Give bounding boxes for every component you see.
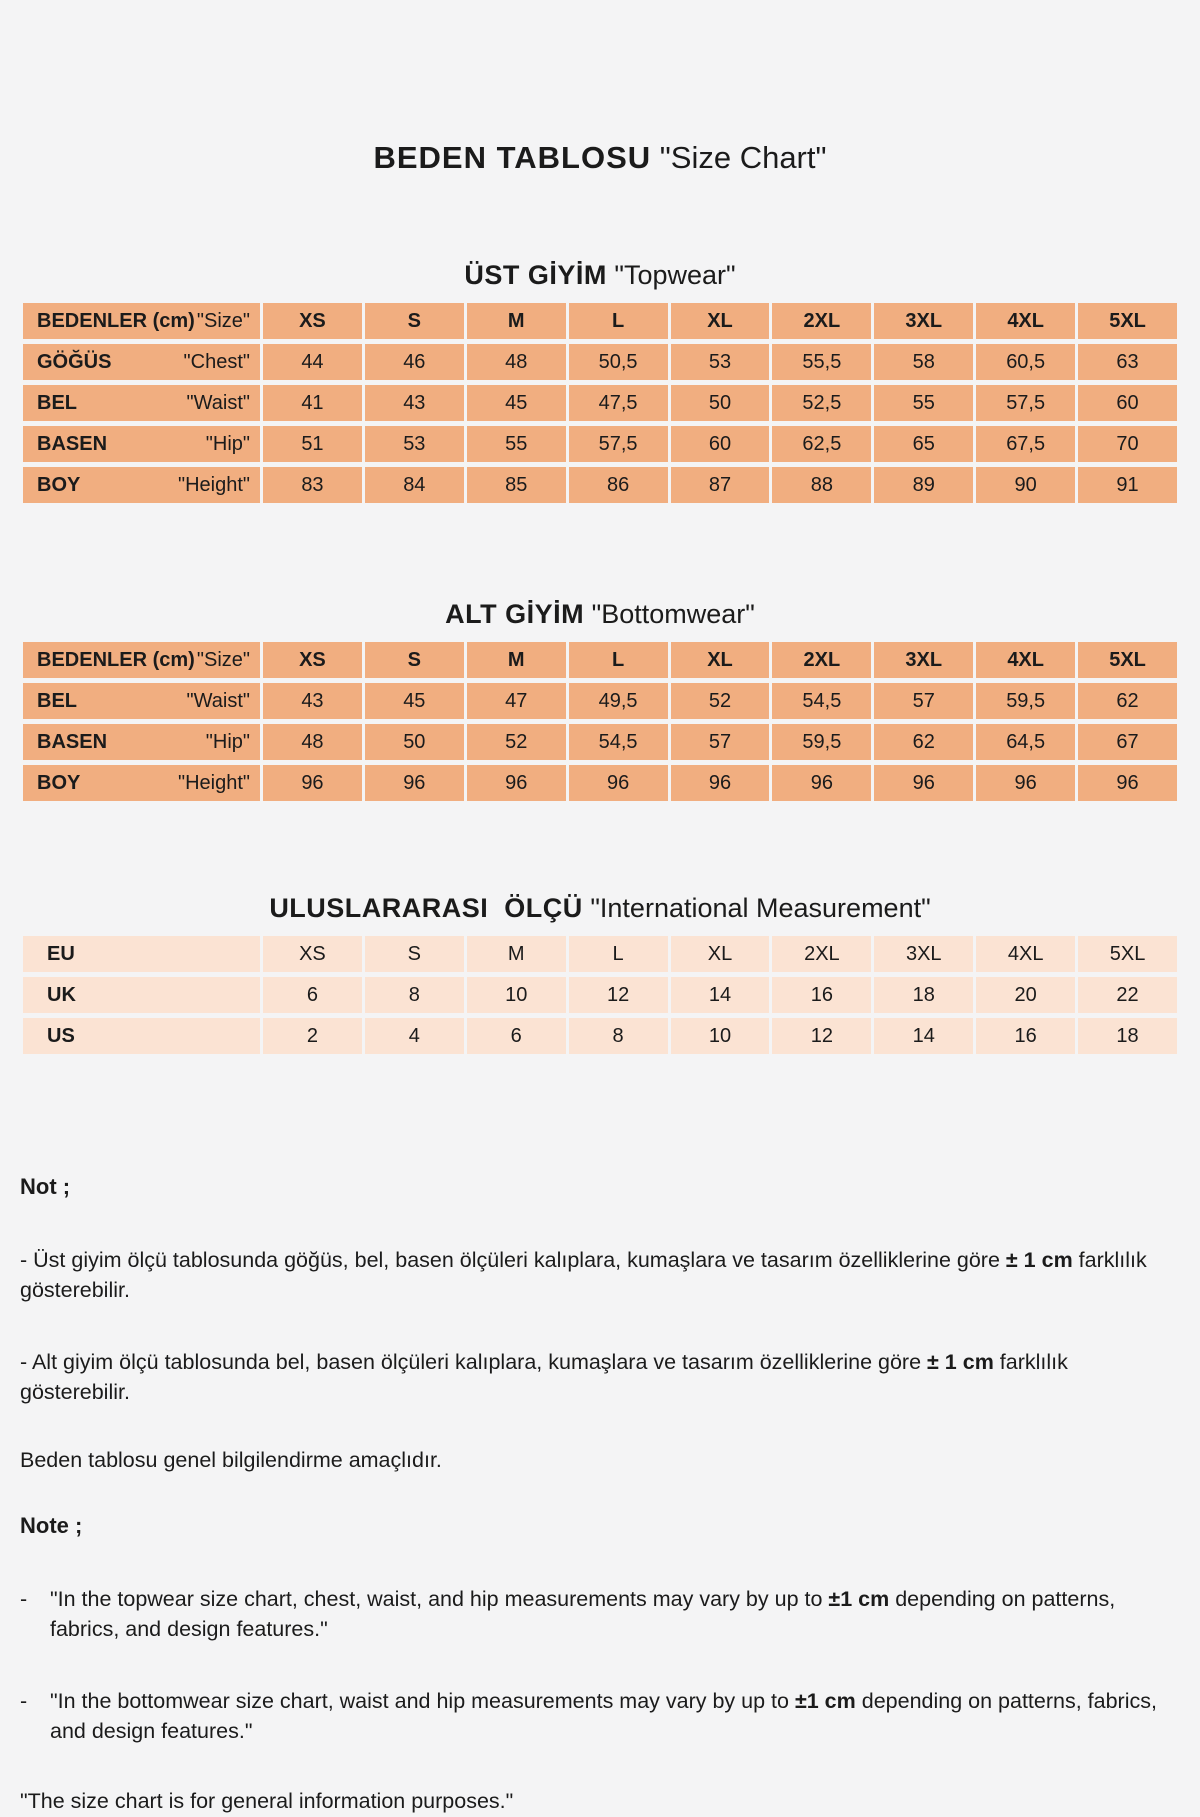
measurement-cell: 54,5 <box>772 683 871 719</box>
international-row-us <box>23 1018 1177 1054</box>
bottomwear-header-row <box>23 642 1177 678</box>
size-cell: 20 <box>976 977 1075 1013</box>
measurement-cell: 50 <box>671 385 770 421</box>
measurement-cell: 52,5 <box>772 385 871 421</box>
measurement-cell: 96 <box>772 765 871 801</box>
row-label-tr: BOY <box>37 772 81 794</box>
size-column-header: XL <box>671 303 770 339</box>
notes-tr-heading: Not ; <box>20 1174 71 1199</box>
measurement-cell: 63 <box>1078 344 1177 380</box>
text-run: depending on patterns, fabrics, and design features." <box>50 1587 1116 1642</box>
topwear-header-row <box>23 303 1177 339</box>
size-column-header: XS <box>263 642 362 678</box>
row-label-cell <box>23 385 260 421</box>
measurement-cell: 45 <box>365 683 464 719</box>
size-column-header: 4XL <box>976 642 1075 678</box>
note-tr-bottomwear <box>20 1347 1180 1407</box>
topwear-table <box>23 303 1177 503</box>
measurement-cell: 45 <box>467 385 566 421</box>
measurement-cell: 57 <box>874 683 973 719</box>
size-cell: S <box>365 936 464 972</box>
notes-section <box>20 1172 1180 1817</box>
size-cell: 5XL <box>1078 936 1177 972</box>
measurement-cell: 84 <box>365 467 464 503</box>
bullet-text <box>50 1584 1180 1644</box>
text-run-bold: ± 1 cm <box>1005 1247 1073 1272</box>
note-tr-topwear <box>20 1245 1180 1305</box>
notes-en-footer: "The size chart is for general information purposes." <box>20 1789 514 1814</box>
measurement-cell: 60 <box>1078 385 1177 421</box>
row-label-en: "Hip" <box>205 433 250 455</box>
note-en-topwear <box>20 1584 1180 1644</box>
spacer <box>584 599 592 629</box>
measurement-cell: 83 <box>263 467 362 503</box>
international-table <box>23 936 1177 1054</box>
row-label-cell <box>23 724 260 760</box>
row-label-cell <box>23 936 260 972</box>
bullet-text <box>50 1686 1180 1746</box>
bottomwear-heading-en: "Bottomwear" <box>591 599 755 629</box>
topwear-heading <box>20 260 1180 291</box>
measurement-cell: 96 <box>874 765 973 801</box>
size-cell: 14 <box>671 977 770 1013</box>
size-cell: 6 <box>467 1018 566 1054</box>
measurement-cell: 52 <box>671 683 770 719</box>
measurement-cell: 64,5 <box>976 724 1075 760</box>
text-run: - Üst giyim ölçü tablosunda göğüs, bel, basen ölçüleri kalıplara, kumaşlara ve tasarım özelliklerine göre <box>20 1247 1006 1272</box>
measurement-cell: 87 <box>671 467 770 503</box>
measurement-cell: 86 <box>569 467 668 503</box>
bottomwear-row-height <box>23 765 1177 801</box>
row-label-en: "Height" <box>177 772 250 794</box>
size-column-header: 2XL <box>772 303 871 339</box>
row-label-en: "Waist" <box>186 690 250 712</box>
measurement-cell: 44 <box>263 344 362 380</box>
measurement-cell: 67 <box>1078 724 1177 760</box>
measurement-cell: 90 <box>976 467 1075 503</box>
size-cell: 12 <box>569 977 668 1013</box>
row-label-cell <box>23 977 260 1013</box>
text-run: farklılık gösterebilir. <box>20 1349 1068 1405</box>
topwear-row-chest <box>23 344 1177 380</box>
measurement-cell: 50 <box>365 724 464 760</box>
header-label-en: "Size" <box>196 310 250 332</box>
size-column-header: S <box>365 303 464 339</box>
measurement-cell: 91 <box>1078 467 1177 503</box>
size-cell: 8 <box>569 1018 668 1054</box>
measurement-cell: 62 <box>1078 683 1177 719</box>
size-cell: 8 <box>365 977 464 1013</box>
size-column-header: 2XL <box>772 642 871 678</box>
size-column-header: M <box>467 642 566 678</box>
row-label-region: US <box>47 1025 75 1047</box>
page-title-tr: BEDEN TABLOSU <box>373 140 652 175</box>
measurement-cell: 46 <box>365 344 464 380</box>
size-column-header: 4XL <box>976 303 1075 339</box>
page-title-quote: "Size Chart" <box>659 140 827 175</box>
size-cell: L <box>569 936 668 972</box>
topwear-header-label-cell <box>23 303 260 339</box>
notes-en-heading: Note ; <box>20 1513 83 1539</box>
measurement-cell: 52 <box>467 724 566 760</box>
measurement-cell: 62 <box>874 724 973 760</box>
row-label-cell <box>23 426 260 462</box>
text-run: "In the topwear size chart, chest, waist, and hip measurements may vary by up to <box>50 1587 829 1612</box>
measurement-cell: 41 <box>263 385 362 421</box>
row-label-en: "Waist" <box>186 392 250 414</box>
size-cell: XL <box>671 936 770 972</box>
size-column-header: 5XL <box>1078 303 1177 339</box>
bottomwear-row-hip <box>23 724 1177 760</box>
row-label-region: EU <box>47 943 75 965</box>
measurement-cell: 57,5 <box>569 426 668 462</box>
measurement-cell: 55 <box>467 426 566 462</box>
header-label-tr: BEDENLER (cm) <box>37 649 195 671</box>
size-column-header: XS <box>263 303 362 339</box>
size-cell: 4XL <box>976 936 1075 972</box>
measurement-cell: 96 <box>263 765 362 801</box>
measurement-cell: 88 <box>772 467 871 503</box>
international-row-eu <box>23 936 1177 972</box>
measurement-cell: 59,5 <box>772 724 871 760</box>
size-cell: 14 <box>874 1018 973 1054</box>
size-cell: 10 <box>467 977 566 1013</box>
topwear-row-hip <box>23 426 1177 462</box>
size-cell: 4 <box>365 1018 464 1054</box>
row-label-en: "Hip" <box>205 731 250 753</box>
size-cell: 22 <box>1078 977 1177 1013</box>
size-column-header: 3XL <box>874 303 973 339</box>
text-run-bold: ± 1 cm <box>927 1349 994 1374</box>
measurement-cell: 54,5 <box>569 724 668 760</box>
bottomwear-header-label-cell <box>23 642 260 678</box>
international-row-uk <box>23 977 1177 1013</box>
bottomwear-table <box>23 642 1177 801</box>
size-cell: 18 <box>1078 1018 1177 1054</box>
measurement-cell: 65 <box>874 426 973 462</box>
size-column-header: XL <box>671 642 770 678</box>
row-label-region: UK <box>47 984 76 1006</box>
size-cell: 10 <box>671 1018 770 1054</box>
bottomwear-heading <box>20 599 1180 630</box>
row-label-cell <box>23 683 260 719</box>
bullet-dash: - <box>20 1587 28 1612</box>
measurement-cell: 60 <box>671 426 770 462</box>
measurement-cell: 96 <box>1078 765 1177 801</box>
size-cell: 12 <box>772 1018 871 1054</box>
measurement-cell: 48 <box>467 344 566 380</box>
measurement-cell: 96 <box>976 765 1075 801</box>
row-label-cell <box>23 344 260 380</box>
row-label-tr: BASEN <box>37 433 108 455</box>
notes-tr-footer: Beden tablosu genel bilgilendirme amaçlıdır. <box>20 1448 442 1473</box>
size-column-header: S <box>365 642 464 678</box>
measurement-cell: 51 <box>263 426 362 462</box>
bullet-dash: - <box>20 1689 28 1714</box>
size-cell: 16 <box>772 977 871 1013</box>
size-column-header: L <box>569 303 668 339</box>
size-column-header: 5XL <box>1078 642 1177 678</box>
bottomwear-heading-tr: ALT GİYİM <box>445 599 585 629</box>
measurement-cell: 47,5 <box>569 385 668 421</box>
size-cell: XS <box>263 936 362 972</box>
international-heading-tr: ULUSLARARASI ÖLÇÜ <box>269 893 583 923</box>
measurement-cell: 85 <box>467 467 566 503</box>
measurement-cell: 49,5 <box>569 683 668 719</box>
measurement-cell: 53 <box>671 344 770 380</box>
size-cell: 16 <box>976 1018 1075 1054</box>
row-label-cell <box>23 765 260 801</box>
topwear-heading-en: "Topwear" <box>614 260 736 290</box>
header-label-tr: BEDENLER (cm) <box>37 310 195 332</box>
measurement-cell: 60,5 <box>976 344 1075 380</box>
measurement-cell: 96 <box>569 765 668 801</box>
size-cell: 6 <box>263 977 362 1013</box>
size-cell: 3XL <box>874 936 973 972</box>
measurement-cell: 96 <box>365 765 464 801</box>
measurement-cell: 43 <box>365 385 464 421</box>
international-heading <box>20 893 1180 924</box>
topwear-row-height <box>23 467 1177 503</box>
bottomwear-row-waist <box>23 683 1177 719</box>
size-column-header: M <box>467 303 566 339</box>
row-label-en: "Height" <box>177 474 250 496</box>
page-title <box>20 0 1180 176</box>
measurement-cell: 58 <box>874 344 973 380</box>
row-label-tr: GÖĞÜS <box>37 351 112 373</box>
row-label-tr: BEL <box>37 392 77 414</box>
size-cell: 2 <box>263 1018 362 1054</box>
measurement-cell: 50,5 <box>569 344 668 380</box>
note-en-bottomwear <box>20 1686 1180 1746</box>
size-cell: 18 <box>874 977 973 1013</box>
size-column-header: L <box>569 642 668 678</box>
row-label-tr: BEL <box>37 690 77 712</box>
measurement-cell: 89 <box>874 467 973 503</box>
text-run: "In the bottomwear size chart, waist and hip measurements may vary by up to <box>50 1689 795 1714</box>
measurement-cell: 43 <box>263 683 362 719</box>
text-run: farklılık gösterebilir. <box>20 1247 1147 1302</box>
row-label-tr: BASEN <box>37 731 108 753</box>
measurement-cell: 62,5 <box>772 426 871 462</box>
measurement-cell: 48 <box>263 724 362 760</box>
page-title-en <box>651 140 660 175</box>
measurement-cell: 55,5 <box>772 344 871 380</box>
size-cell: 2XL <box>772 936 871 972</box>
measurement-cell: 96 <box>467 765 566 801</box>
measurement-cell: 96 <box>671 765 770 801</box>
row-label-en: "Chest" <box>183 351 250 373</box>
measurement-cell: 59,5 <box>976 683 1075 719</box>
text-run: depending on patterns, fabrics, and design features." <box>50 1689 1157 1744</box>
text-run-bold: ±1 cm <box>794 1689 856 1714</box>
measurement-cell: 53 <box>365 426 464 462</box>
header-label-en: "Size" <box>196 649 250 671</box>
topwear-heading-tr: ÜST GİYİM <box>464 260 607 290</box>
row-label-tr: BOY <box>37 474 81 496</box>
size-column-header: 3XL <box>874 642 973 678</box>
international-heading-en: "International Measurement" <box>590 893 931 923</box>
measurement-cell: 57 <box>671 724 770 760</box>
measurement-cell: 47 <box>467 683 566 719</box>
measurement-cell: 57,5 <box>976 385 1075 421</box>
text-run-bold: ±1 cm <box>828 1587 890 1612</box>
row-label-cell <box>23 467 260 503</box>
text-run: - Alt giyim ölçü tablosunda bel, basen ölçüleri kalıplara, kumaşlara ve tasarım özelliklerine göre <box>20 1349 928 1374</box>
measurement-cell: 70 <box>1078 426 1177 462</box>
row-label-cell <box>23 1018 260 1054</box>
measurement-cell: 55 <box>874 385 973 421</box>
size-cell: M <box>467 936 566 972</box>
measurement-cell: 67,5 <box>976 426 1075 462</box>
topwear-row-waist <box>23 385 1177 421</box>
